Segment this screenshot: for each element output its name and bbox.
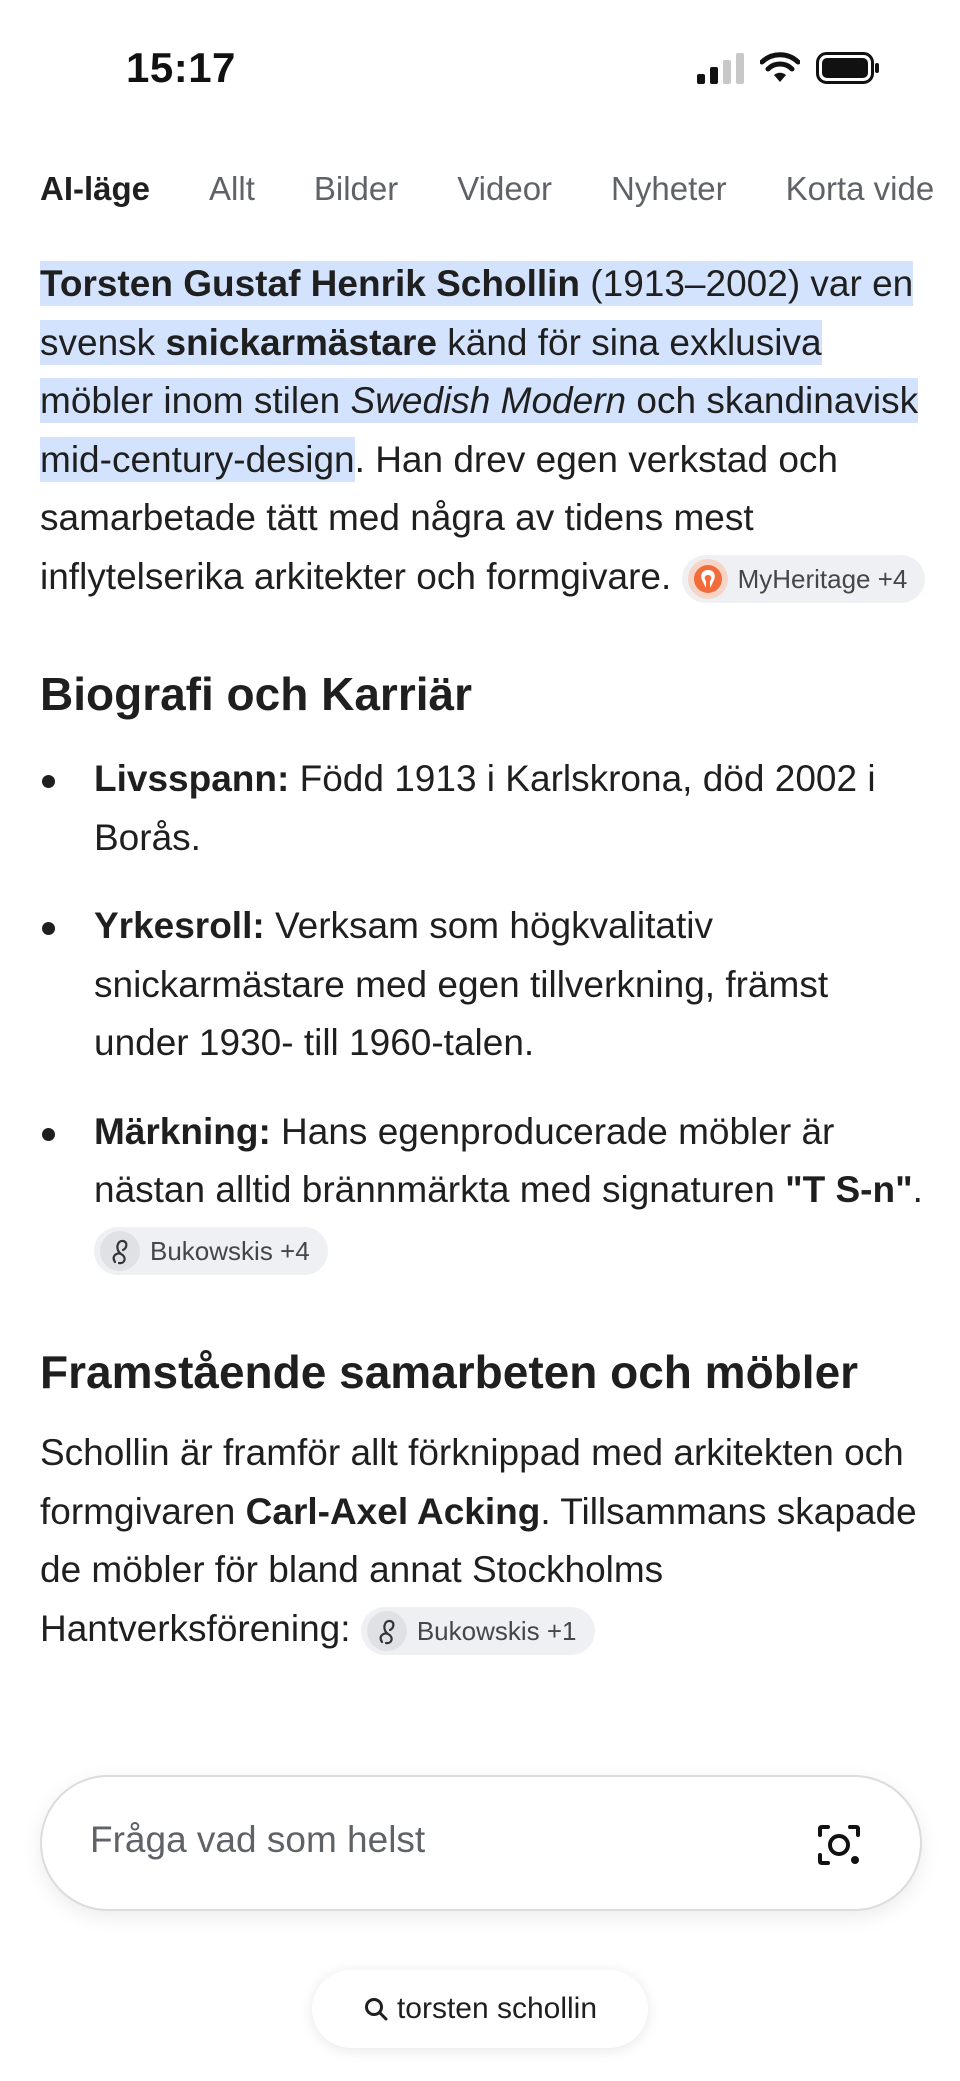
query-pill[interactable]	[312, 1970, 648, 2048]
search-icon	[363, 1996, 389, 2022]
biography-list	[40, 750, 926, 1278]
source-chip-bukowskis[interactable]: Bukowskis +4	[94, 1227, 328, 1275]
tab-images[interactable]: Bilder	[313, 170, 399, 207]
source-chip-bukowskis-2[interactable]: Bukowskis +1	[361, 1607, 595, 1655]
myheritage-icon	[688, 559, 728, 599]
highlighted-summary: Torsten Gustaf Henrik Schollin (1913–2002) var en svensk snickarmästare känd för sina exklusiva möbler inom stilen Swedish Modern och skandinavisk mid-century-design	[40, 263, 919, 480]
tab-news[interactable]: Nyheter	[611, 170, 727, 207]
wifi-icon	[760, 52, 800, 84]
bukowskis-icon	[367, 1611, 407, 1651]
bukowskis-icon	[100, 1231, 140, 1271]
list-item: Livsspann: Född 1913 i Karlskrona, död 2002 i Borås.	[40, 750, 926, 867]
collaborations-paragraph: Schollin är framför allt förknippad med arkitekten och formgivaren Carl-Axel Acking. Tillsammans skapade de möbler för bland annat Stockholms Hantverksförening: Bukowskis +1	[40, 1424, 926, 1658]
camera-lens-icon[interactable]	[816, 1823, 862, 1867]
query-label: torsten schollin	[396, 1992, 598, 2025]
battery-icon	[816, 52, 880, 84]
source-chip-myheritage[interactable]: MyHeritage +4	[682, 555, 926, 603]
section-heading-collaborations: Framstående samarbeten och möbler	[40, 1346, 859, 1398]
status-bar	[0, 0, 960, 140]
status-icons	[697, 52, 880, 84]
cellular-signal-icon	[697, 52, 744, 84]
tab-short-videos[interactable]: Korta vide	[785, 170, 935, 207]
search-tabs	[40, 170, 960, 208]
list-item: Yrkesroll: Verksam som högkvalitativ snickarmästare med egen tillverkning, främst under 1930- till 1960-talen.	[40, 897, 926, 1073]
ask-input-box[interactable]	[40, 1775, 922, 1911]
section-heading-biography: Biografi och Karriär	[40, 668, 472, 720]
intro-paragraph: Torsten Gustaf Henrik Schollin (1913–2002) var en svensk snickarmästare känd för sina exklusiva möbler inom stilen Swedish Modern och skandinavisk mid-century-design. Han drev egen verkstad och samarbetade tätt med några av tidens mest inflytelserika arkitekter och formgivare. MyHeritage +4	[40, 255, 926, 606]
tab-videos[interactable]: Videor	[457, 170, 553, 207]
ai-answer	[40, 255, 926, 1658]
ask-input[interactable]: Fråga vad som helst	[90, 1819, 426, 1860]
clock: 15:17	[126, 44, 236, 91]
tab-ai-mode[interactable]: AI-läge	[40, 170, 151, 207]
list-item: Märkning: Hans egenproducerade möbler är nästan alltid brännmärkta med signaturen "T S-n". Bukowskis +4	[40, 1103, 926, 1279]
tab-all[interactable]: Allt	[209, 170, 255, 207]
